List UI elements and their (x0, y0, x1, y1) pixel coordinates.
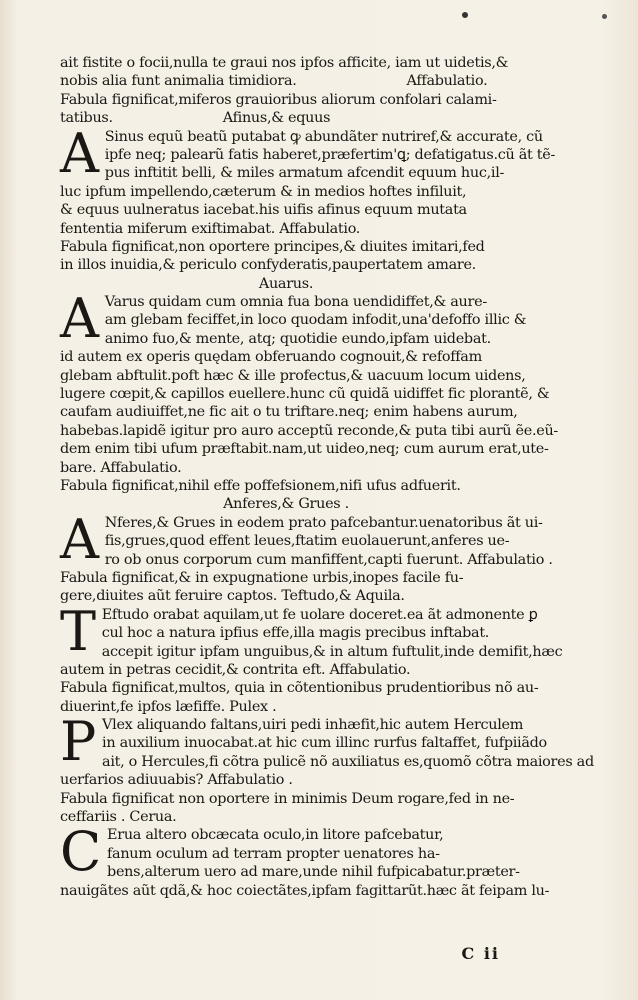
text-line: autem in petras cecidit,& contrita eft. Affabulatio. (60, 661, 411, 678)
fable-testudo (60, 599, 563, 716)
moral-line: Fabula fignificat,nihil effe poffefsionem,nifi ufus adfuerit. (60, 477, 461, 494)
text-line: am glebam feciffet,in loco quodam infodit,una'defoffo illic & (104, 312, 527, 329)
fable-title: Auarus. (258, 275, 314, 292)
moral-line: ceffariis . Cerua. (60, 809, 177, 826)
text-line: cul hoc a natura ipfius effe,illa magis precibus inftabat. (101, 625, 490, 642)
text-line: lugere cœpit,& capillos euellere.hunc cũ quidã uidiffet fic plorantẽ, & (60, 386, 550, 403)
text-line: uerfarios adiuuabis? Affabulatio . (60, 772, 293, 789)
text-line: bens,alterum uero ad mare,unde nihil fufpicabatur.præter- (107, 864, 520, 881)
drop-capital: T (60, 599, 96, 663)
text-line: fis,grues,quod effent leues,ftatim euolauerunt,anferes ue- (104, 533, 510, 550)
text-line: & equus uulneratus iacebat.his uifis afinus equum mutata (60, 202, 467, 219)
moral-line: Fabula fignificat non oportere in minimis Deum rogare,fed in ne- (60, 790, 515, 807)
text-line: Nferes,& Grues in eodem prato pafcebantur.uenatoribus ãt ui- (104, 514, 543, 531)
text-line: bare. Affabulatio. (60, 459, 182, 476)
text-line: id autem ex operis quędam obferuando cognouit,& refoffam (60, 349, 482, 366)
text-line: accepit igitur ipfam unguibus,& in altum fuftulit,inde demifit,hæc (101, 643, 563, 660)
moral-line: gere,diuites aũt feruire captos. Teftudo,& Aquila. (60, 588, 405, 605)
text-line: luc ipfum impellendo,cæterum & in medios hoftes infiluit, (60, 183, 467, 200)
text-line: nauigãtes aũt qdã,& hoc coiectãtes,ipfam fagittarũt.hæc ãt feipam lu- (60, 882, 550, 899)
drop-capital: A (60, 121, 99, 185)
drop-capital: A (60, 287, 99, 351)
text-line: Vlex aliquando faltans,uiri pedi inhæfit,hic autem Herculem (102, 717, 524, 734)
fable-asinus (60, 121, 556, 275)
ink-speck (462, 12, 468, 18)
fable-anseres (60, 507, 553, 606)
text-line: nobis alia funt animalia timidiora. Affabulatio. (60, 73, 488, 90)
fable-cerua (60, 820, 550, 900)
text-line: in auxilium inuocabat.at hic cum illinc rurfus faltaffet, fufpiiãdo (102, 735, 547, 752)
text-line: pus inftitit belli, & miles armatum afcendit equum huc,il- (104, 165, 505, 182)
fable-pulex (60, 710, 594, 826)
text-line: Erua altero obcæcata oculo,in litore pafcebatur, (107, 827, 444, 844)
text-line: Fabula fignificat,miferos grauioribus aliorum confolari calami- (60, 91, 497, 108)
moral-line: in illos inuidia,& periculo confyderatis,paupertatem amare. (60, 257, 476, 274)
ink-speck-2 (602, 14, 607, 19)
moral-line: Fabula fignificat,& in expugnatione urbis,inopes facile fu- (60, 569, 464, 586)
text-line: dem enim tibi ufum præftabit.nam,ut uideo,neq; cum aurum erat,ute- (60, 441, 549, 458)
text-line: animo fuo,& mente, atq; quotidie eundo,ipfam uidebat. (104, 330, 491, 347)
text-line: tatibus. Afinus,& equus (60, 110, 331, 127)
moral-line: Fabula fignificat,multos, quia in cõtentionibus prudentioribus nõ au- (60, 680, 539, 697)
text-line: habebas.lapidẽ igitur pro auro acceptũ reconde,& puta tibi aurũ ẽe.eũ- (60, 422, 558, 439)
drop-capital: A (60, 507, 99, 571)
text-line: fententia miferum exiftimabat. Affabulatio. (60, 220, 361, 237)
text-block (60, 54, 594, 900)
text-line: glebam abftulit.poft hæc & ille profectus,& uacuum locum uidens, (60, 367, 526, 384)
text-line: Eftudo orabat aquilam,ut fe uolare doceret.ea ãt admonente ꝑ (101, 606, 538, 623)
text-line: ait fistite o focii,nulla te graui nos ipfos afficite, iam ut uidetis,& (60, 55, 509, 71)
text-line: Sinus equũ beatũ putabat ꝙ abundãter nutriref,& accurate, cũ (104, 128, 543, 145)
text-line: fanum oculum ad terram propter uenatores ha- (107, 845, 440, 862)
drop-capital: P (60, 710, 97, 774)
fable-auarus (60, 287, 558, 495)
text-line: ro ob onus corporum cum manfiffent,capti fuerunt. Affabulatio . (104, 551, 553, 568)
moral-line: Fabula fignificat,non oportere principes,& diuites imitari,fed (60, 238, 485, 255)
drop-capital: C (60, 820, 102, 884)
moral-line: diuerint,fe ipfos læfiffe. Pulex . (60, 698, 277, 715)
fable-title: Anferes,& Grues . (223, 496, 349, 513)
text-line: caufam audiuiffet,ne fic ait o tu triftare.neq; enim habens aurum, (60, 404, 518, 421)
text-line: ipfe neq; palearũ fatis haberet,præfertim'ꝗ; defatigatus.cũ ãt tẽ- (104, 146, 556, 163)
signature-mark: C ii (461, 944, 500, 963)
text-line: Varus quidam cum omnia fua bona uendidiffet,& aure- (104, 294, 487, 311)
text-line: ait, o Hercules,fi cõtra pulicẽ nõ auxiliatus es,quomõ cõtra maiores ad (102, 753, 594, 770)
